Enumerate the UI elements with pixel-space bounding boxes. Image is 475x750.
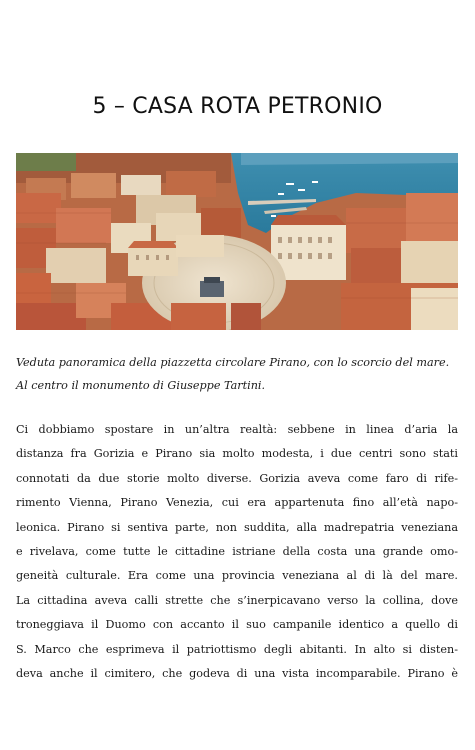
caption-line: Al centro il monumento di Giuseppe Tartini. <box>16 379 266 392</box>
body-paragraph <box>16 418 458 686</box>
body-line: La cittadina aveva calli strette che s’inerpicavano verso la collina, dove <box>16 593 458 607</box>
caption-line: Veduta panoramica della piazzetta circolare Pirano, con lo scorcio del mare. <box>16 356 450 369</box>
body-line: geneità culturale. Era come una provincia veneziana al di là del mare. <box>16 569 458 583</box>
body-line: distanza fra Gorizia e Pirano sia molto modesta, i due centri sono stati <box>16 447 458 461</box>
photo-caption <box>16 351 461 397</box>
body-line: S. Marco che esprimeva il patriottismo degli abitanti. In alto si disten- <box>16 642 458 656</box>
body-line: e rivelava, come tutte le cittadine istriane della costa una grande omo- <box>16 544 458 558</box>
body-line: leonica. Pirano si sentiva parte, non suddita, alla madrepatria veneziana <box>16 520 458 534</box>
body-line: deva anche il cimitero, che godeva di una vista incomparabile. Pirano è <box>16 666 458 680</box>
piran-panorama-photo <box>16 153 458 330</box>
body-line: Ci dobbiamo spostare in un’altra realtà: sebbene in linea d’aria la <box>16 423 458 436</box>
body-line: troneggiava il Duomo con accanto il suo campanile identico a quello di <box>16 618 458 632</box>
body-line: connotati da due storie molto diverse. Gorizia aveva come faro di rife- <box>16 471 458 485</box>
chapter-title: 5 – CASA ROTA PETRONIO <box>92 94 383 119</box>
body-line: rimento Vienna, Pirano Venezia, cui era appartenuta fino all’età napo- <box>16 496 458 510</box>
